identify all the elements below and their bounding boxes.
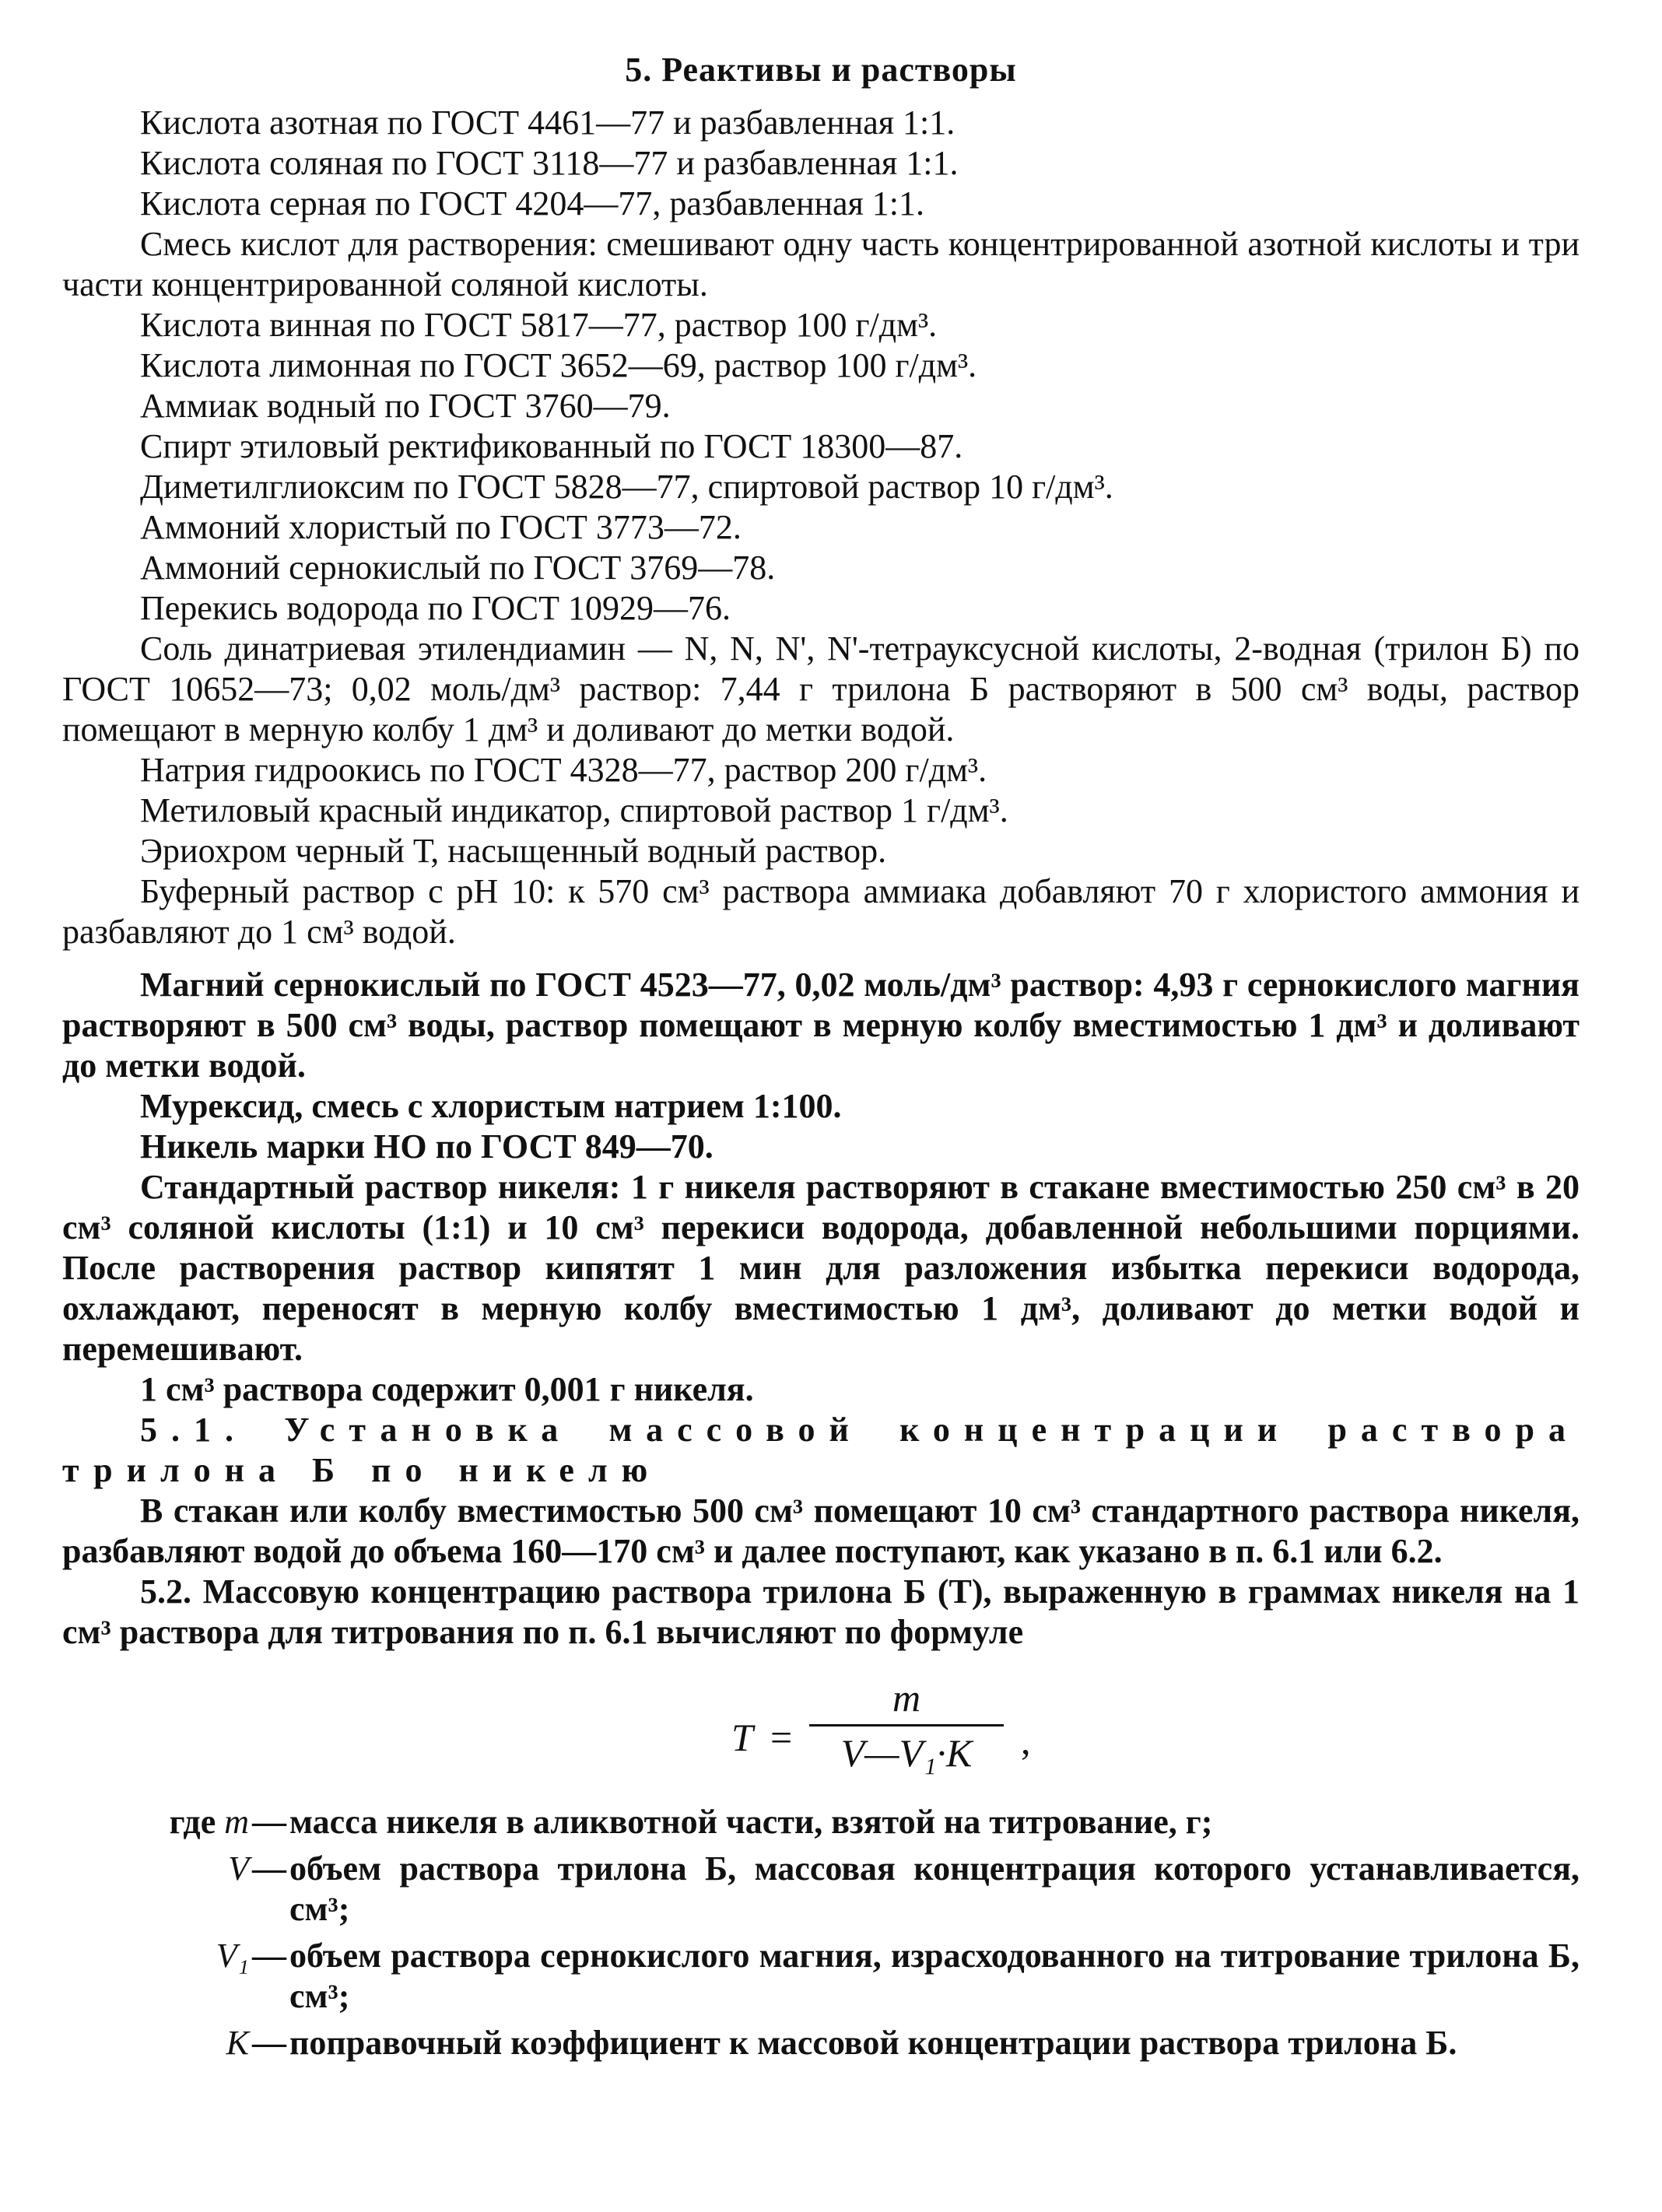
nickel-content-note: 1 см³ раствора содержит 0,001 г никеля. — [140, 1370, 754, 1408]
reagent-tartaric-acid: Кислота винная по ГОСТ 5817—77, раствор 100 г/дм³. — [140, 306, 938, 344]
definition-v — [62, 1849, 1580, 1930]
reagent-ammonia: Аммиак водный по ГОСТ 3760—79. — [140, 387, 671, 425]
definition-dash: — — [252, 1937, 286, 1975]
reagent-dimethylglyoxime: Диметилглиоксим по ГОСТ 5828—77, спиртовой раствор 10 г/дм³. — [140, 468, 1113, 506]
reagent-sulfuric-acid: Кислота серная по ГОСТ 4204—77, разбавленная 1:1. — [140, 184, 925, 223]
definition-text-v: объем раствора трилона Б, массовая концентрация которого устанавливается, см³; — [289, 1849, 1580, 1928]
titer-formula — [62, 1674, 1580, 1791]
reagent-buffer-solution: Буферный раствор с рН 10: к 570 см³ раствора аммиака добавляют 70 г хлористого аммония и разбавляют до 1 см³ водой. — [62, 872, 1580, 951]
definition-symbol-v1: V₁ — [216, 1937, 249, 1975]
reagent-nickel-standard: Стандартный раствор никеля: 1 г никеля растворяют в стакане вместимостью 250 см³ в 20 см³ соляной кислоты (1:1) и 10 см³ перекиси водорода, добавленной небольшими порциями. После растворения раствор кипятят 1 мин для разложения избытка перекиси водорода, охлаждают, переносят в мерную колбу вместимостью 1 дм³, доливают до метки водой и перемешивают. — [62, 1168, 1580, 1368]
reagent-ammonium-sulfate: Аммоний сернокислый по ГОСТ 3769—78. — [140, 549, 776, 587]
reagent-magnesium-sulfate: Магний сернокислый по ГОСТ 4523—77, 0,02 моль/дм³ раствор: 4,93 г сернокислого магния растворяют в 500 см³ воды, раствор помещают в мерную колбу вместимостью 1 дм³ и доливают до метки водой. — [62, 966, 1580, 1085]
definition-symbol-v: V — [228, 1849, 249, 1888]
formula-trailing-comma: , — [1021, 1719, 1031, 1762]
reagent-acid-mixture: Смесь кислот для растворения: смешивают одну часть концентрированной азотной кислоты и три части концентрированной соляной кислоты. — [62, 225, 1580, 303]
reagent-methyl-red: Метиловый красный индикатор, спиртовой раствор 1 г/дм³. — [140, 791, 1008, 829]
subsection-5-1-heading: 5.1. Установка массовой концентрации раствора трилона Б по никелю — [62, 1411, 1580, 1489]
formula-numerator: m — [892, 1676, 921, 1719]
definition-m — [62, 1802, 1580, 1842]
reagent-nitric-acid: Кислота азотная по ГОСТ 4461—77 и разбавленная 1:1. — [140, 103, 955, 142]
document-page — [62, 47, 1580, 2070]
fraction-bar — [809, 1724, 1004, 1726]
subsection-5-2-text: 5.2. Массовую концентрацию раствора трилона Б (Т), выраженную в граммах никеля на 1 см³ раствора для титрования по п. 6.1 вычисляют по формуле — [62, 1572, 1580, 1651]
reagent-trilon-b: Соль динатриевая этилендиамин — N, N, N', N'-тетрауксусной кислоты, 2-водная (трилон Б) по ГОСТ 10652—73; 0,02 моль/дм³ раствор: 7,44 г трилона Б растворяют в 500 см³ воды, раствор помещают в мерную колбу 1 дм³ и доливают до метки водой. — [62, 629, 1580, 748]
reagents-list — [62, 103, 1580, 952]
reagent-eriochrome-black: Эриохром черный Т, насыщенный водный раствор. — [140, 832, 887, 870]
definition-dash: — — [252, 2024, 286, 2062]
reagent-hydrogen-peroxide: Перекись водорода по ГОСТ 10929—76. — [140, 589, 731, 627]
section-title: 5. Реактивы и растворы — [625, 51, 1017, 89]
definition-text-k: поправочный коэффициент к массовой концентрации раствора трилона Б. — [289, 2024, 1457, 2062]
definition-dash: — — [252, 1803, 286, 1841]
definition-symbol-k: K — [226, 2024, 249, 2062]
definition-prefix: где — [169, 1803, 216, 1841]
reagent-murexide: Мурексид, смесь с хлористым натрием 1:100. — [140, 1087, 842, 1125]
formula-fraction — [809, 1674, 1004, 1776]
definition-k — [62, 2023, 1580, 2063]
reagent-ammonium-chloride: Аммоний хлористый по ГОСТ 3773—72. — [140, 508, 742, 546]
reagent-sodium-hydroxide: Натрия гидроокись по ГОСТ 4328—77, раствор 200 г/дм³. — [140, 751, 987, 789]
reagent-hydrochloric-acid: Кислота соляная по ГОСТ 3118—77 и разбавленная 1:1. — [140, 144, 959, 182]
reagent-ethanol: Спирт этиловый ректификованный по ГОСТ 18300—87. — [140, 427, 963, 465]
definition-text-v1: объем раствора сернокислого магния, израсходованного на титрование трилона Б, см³; — [289, 1937, 1580, 2015]
definition-text-m: масса никеля в аликвотной части, взятой на титрование, г; — [289, 1803, 1213, 1841]
subsection-5-1-text: В стакан или колбу вместимостью 500 см³ помещают 10 см³ стандартного раствора никеля, разбавляют водой до объема 160—170 см³ и далее поступают, как указано в п. 6.1 или 6.2. — [62, 1492, 1580, 1570]
formula-denominator: V—V₁·K — [840, 1731, 973, 1775]
reagents-list-bold — [62, 965, 1580, 1653]
definition-v1 — [62, 1936, 1580, 2017]
definition-dash: — — [252, 1849, 286, 1888]
reagent-nickel: Никель марки НО по ГОСТ 849—70. — [140, 1127, 714, 1166]
formula-lhs: T — [731, 1716, 753, 1759]
formula-definitions — [62, 1802, 1580, 2063]
formula-equals: = — [770, 1716, 793, 1759]
definition-symbol-m: m — [224, 1803, 249, 1841]
reagent-citric-acid: Кислота лимонная по ГОСТ 3652—69, раствор 100 г/дм³. — [140, 346, 977, 384]
